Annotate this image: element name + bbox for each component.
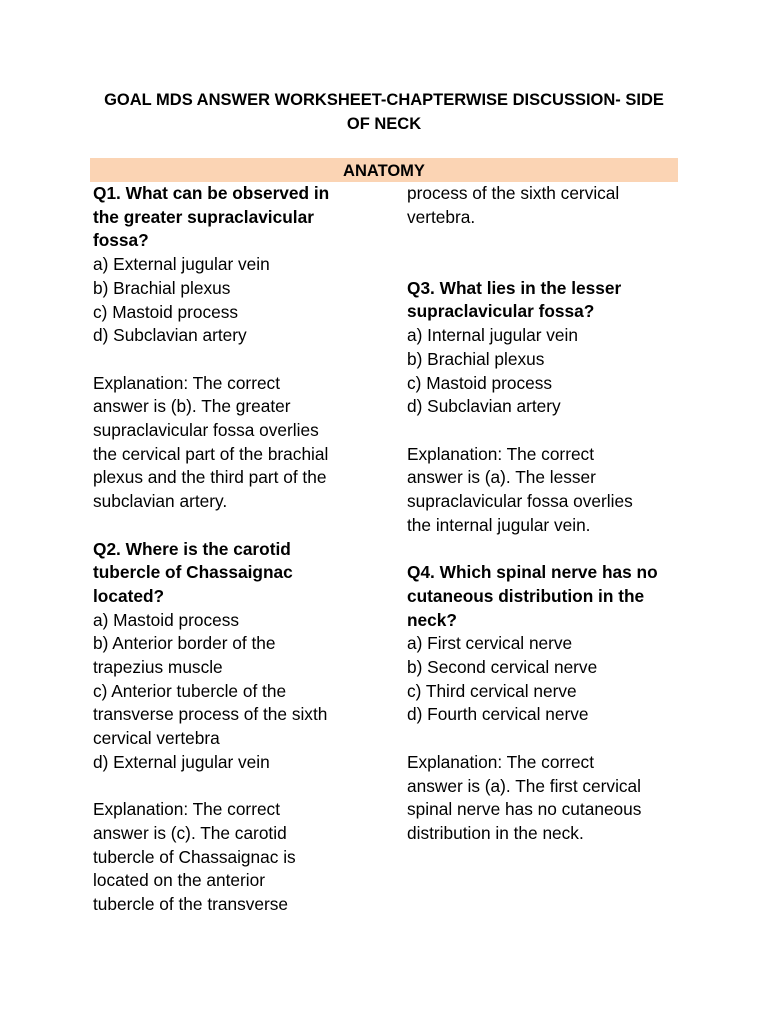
question-line: cutaneous distribution in the xyxy=(407,585,645,606)
spacer xyxy=(407,419,689,443)
question-text xyxy=(407,277,689,324)
option-b-continued: trapezius muscle xyxy=(93,657,223,678)
spacer xyxy=(407,229,689,253)
option-b: b) Anterior border of the xyxy=(93,633,276,654)
option-a: a) Internal jugular vein xyxy=(407,325,578,346)
spacer xyxy=(93,348,368,372)
explanation-line: spinal nerve has no cutaneous xyxy=(407,799,642,820)
explanation-continuation xyxy=(407,182,689,229)
option-a: a) External jugular vein xyxy=(93,254,270,275)
spacer xyxy=(407,538,689,562)
question-text xyxy=(93,182,368,253)
explanation-line: answer is (b). The greater xyxy=(93,396,291,417)
option-a: a) First cervical nerve xyxy=(407,633,573,654)
section-heading-anatomy: ANATOMY xyxy=(90,158,678,182)
option-d: d) Fourth cervical nerve xyxy=(407,704,589,725)
explanation-line: Explanation: The correct xyxy=(407,443,594,464)
option-c: c) Mastoid process xyxy=(407,372,553,393)
question-line: tubercle of Chassaignac xyxy=(93,562,293,583)
spacer xyxy=(93,775,368,799)
explanation-line: distribution in the neck. xyxy=(407,822,584,843)
spacer xyxy=(407,727,689,751)
question-line: located? xyxy=(93,585,165,606)
question-block-q2 xyxy=(93,538,368,917)
explanation-line: supraclavicular fossa overlies xyxy=(93,420,319,441)
explanation-line: located on the anterior xyxy=(93,870,265,891)
spacer xyxy=(93,514,368,538)
worksheet-title xyxy=(90,88,678,136)
option-d: d) Subclavian artery xyxy=(407,396,561,417)
explanation-line: tubercle of the transverse xyxy=(93,894,288,915)
explanation-line: the cervical part of the brachial xyxy=(93,443,329,464)
option-d: d) Subclavian artery xyxy=(93,325,247,346)
option-b: b) Brachial plexus xyxy=(407,348,545,369)
question-line: fossa? xyxy=(93,230,149,251)
option-c-continued: cervical vertebra xyxy=(93,728,220,749)
question-line: Q2. Where is the carotid xyxy=(93,538,291,559)
answer-options xyxy=(93,609,368,775)
question-line: the greater supraclavicular xyxy=(93,206,314,227)
option-d: d) External jugular vein xyxy=(93,751,270,772)
question-text xyxy=(407,561,689,632)
explanation-line: Explanation: The correct xyxy=(407,751,594,772)
explanation xyxy=(93,798,368,917)
question-line: supraclavicular fossa? xyxy=(407,301,595,322)
explanation xyxy=(407,751,689,846)
question-line: Q3. What lies in the lesser xyxy=(407,277,622,298)
question-block-q4 xyxy=(407,561,689,845)
explanation-line: vertebra. xyxy=(407,206,476,227)
question-line: Q4. Which spinal nerve has no xyxy=(407,562,658,583)
option-b: b) Second cervical nerve xyxy=(407,657,598,677)
answer-options xyxy=(93,253,368,348)
answer-options xyxy=(407,324,689,419)
explanation-line: plexus and the third part of the xyxy=(93,467,327,488)
explanation xyxy=(407,443,689,538)
option-c: c) Third cervical nerve xyxy=(407,680,577,701)
option-c: c) Mastoid process xyxy=(93,301,239,322)
option-b: b) Brachial plexus xyxy=(93,277,231,298)
option-c: c) Anterior tubercle of the xyxy=(93,680,287,701)
explanation-line: answer is (c). The carotid xyxy=(93,822,287,843)
question-line: neck? xyxy=(407,609,457,630)
explanation-line: answer is (a). The first cervical xyxy=(407,775,641,796)
question-line: Q1. What can be observed in xyxy=(93,183,330,203)
question-block-q3 xyxy=(407,277,689,538)
explanation xyxy=(93,372,368,514)
explanation-line: tubercle of Chassaignac is xyxy=(93,846,296,867)
option-c-continued: transverse process of the sixth xyxy=(93,704,328,725)
answer-options xyxy=(407,632,689,727)
explanation-line: answer is (a). The lesser xyxy=(407,467,596,488)
option-a: a) Mastoid process xyxy=(93,609,239,630)
title-line: OF NECK xyxy=(346,115,422,133)
explanation-line: subclavian artery. xyxy=(93,491,228,512)
question-block-q1 xyxy=(93,182,368,514)
explanation-line: the internal jugular vein. xyxy=(407,514,591,535)
left-column xyxy=(93,182,368,917)
explanation-line: supraclavicular fossa overlies xyxy=(407,491,633,512)
explanation-line: Explanation: The correct xyxy=(93,799,280,820)
question-text xyxy=(93,538,368,609)
title-line: GOAL MDS ANSWER WORKSHEET-CHAPTERWISE DISCUSSION- SIDE xyxy=(104,91,664,109)
explanation-line: Explanation: The correct xyxy=(93,372,280,393)
spacer xyxy=(407,253,689,277)
explanation-line: process of the sixth cervical xyxy=(407,183,620,203)
right-column xyxy=(407,182,689,846)
